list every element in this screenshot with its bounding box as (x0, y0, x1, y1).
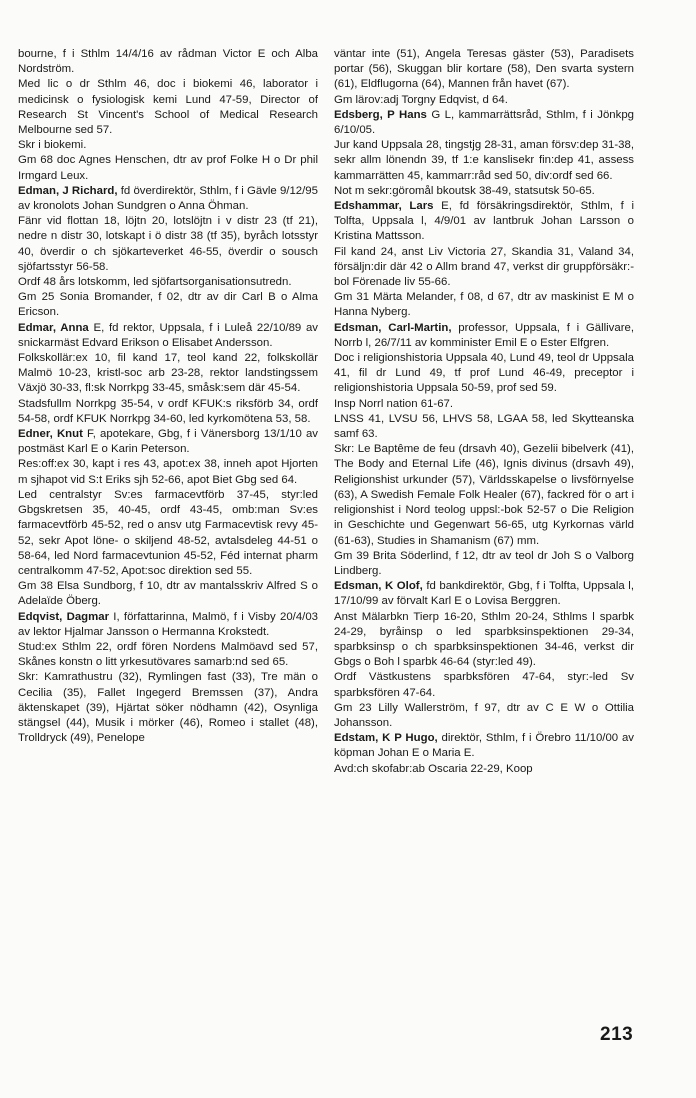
text-paragraph (334, 701, 634, 731)
entry-text: LNSS 41, LVSU 56, LHVS 58, LGAA 58, led Skytteanska samf 63. (334, 412, 634, 441)
entry-text: Gm 31 Märta Melander, f 08, d 67, dtr av maskinist E M o Hanna Nyberg. (334, 291, 634, 319)
entry-paragraph (334, 321, 634, 351)
entry-paragraph (334, 108, 634, 138)
text-paragraph (334, 610, 634, 671)
text-paragraph (18, 290, 318, 320)
entry-headword: Edsberg, P Hans (334, 108, 427, 121)
entry-text: I, författarinna, Malmö, f i Visby 20/4/03 av lektor Hjalmar Jansson o Hermanna Krokstedt. (18, 610, 318, 638)
entry-text: Gm 23 Lilly Wallerström, f 97, dtr av C E W o Ottilia Johansson. (334, 701, 634, 729)
text-paragraph (334, 93, 634, 108)
entry-text: Ordf Västkustens sparbksfören 47-64, styr:-led Sv sparbksfören 47-64. (334, 671, 634, 699)
text-paragraph (18, 457, 318, 487)
entry-text: Anst Mälarbkn Tierp 16-20, Sthlm 20-24, Sthlms l sparbk 24-29, byråinsp o led sparbksinspektionen 29-34, sparbksinsp o ch sparbksinspektionen 34-46, verkst dir Gbgs o Boh l sparbk 46-64 (styr:led 49). (334, 610, 634, 669)
text-paragraph (334, 290, 634, 320)
text-paragraph (334, 397, 634, 412)
text-paragraph (18, 214, 318, 275)
text-paragraph (334, 351, 634, 397)
text-paragraph (18, 275, 318, 290)
entry-text: Skr i biokemi. (18, 139, 87, 152)
entry-paragraph (334, 199, 634, 245)
entry-text: Gm 68 doc Agnes Henschen, dtr av prof Folke H o Dr phil Irmgard Leux. (18, 154, 318, 182)
entry-text: Res:off:ex 30, kapt i res 43, apot:ex 38, inneh apot Hjorten m sjhapot vid S:t Eriks sjh 52-66, apot Biet Gbg sed 64. (18, 458, 318, 486)
entry-headword: Edqvist, Dagmar (18, 610, 110, 623)
text-paragraph (18, 138, 318, 153)
entry-headword: Edner, Knut (18, 428, 83, 441)
entry-text: Ordf 48 års lotskomm, led sjöfartsorganisationsutredn. (18, 276, 292, 289)
text-paragraph (18, 640, 318, 670)
text-paragraph (18, 77, 318, 138)
entry-text: Gm lärov:adj Torgny Edqvist, d 64. (334, 93, 508, 106)
entry-paragraph (334, 579, 634, 609)
entry-text: G L, kammarrättsråd, Sthlm, f i Jönkpg 6/10/05. (334, 108, 634, 137)
entry-paragraph (334, 731, 634, 761)
entry-text: Fänr vid flottan 18, löjtn 20, lotslöjtn i v distr 23 (tf 21), nedre n distr 30, lotskapt i ö distr 38 (tf 35), byråch lotsstyr 40, överdir o ch sjökarteverket 46-55, överdir o sousch sjöfartsstyr 56-58. (18, 215, 318, 273)
text-paragraph (18, 47, 318, 77)
entry-text: professor, Uppsala, f i Gällivare, Norrb l, 26/7/11 av komminister Emil E o Ester Elfgren. (334, 321, 634, 349)
entry-text: Skr: Kamrathustru (32), Rymlingen fast (33), Tre män o Cecilia (35), Fallet Ingegerd Bremssen (37), Andra äktenskapet (39), Hjärtat söker nödhamn (42), Osynliga stängsel (44), Musik i mörker (46), Romeo i stallet (48), Trolldryck (49), Penelope (18, 671, 318, 745)
entry-text: Gm 38 Elsa Sundborg, f 10, dtr av mantalsskriv Alfred S o Adelaïde Öberg. (18, 580, 318, 608)
entry-headword: Edsman, K Olof, (334, 580, 423, 593)
entry-text: fd överdirektör, Sthlm, f i Gävle 9/12/95 av kronolots Johan Sundgren o Anna Öhman. (18, 184, 318, 213)
entry-text: Avd:ch skofabr:ab Oscaria 22-29, Koop (334, 762, 533, 775)
text-paragraph (334, 412, 634, 442)
text-paragraph (18, 488, 318, 579)
entry-text: direktör, Sthlm, f i Örebro 11/10/00 av köpman Johan E o Maria E. (334, 732, 634, 760)
entry-text: Led centralstyr Sv:es farmacevtförb 37-45, styr:led Gbgskretsen 35, 40-45, ordf 43-45, omb:man Sv:es farmacevtförb 45-52, red o ansv utg Farmacevtisk revy 45-52, sekr Apot löne- o skiljend 48-52, avtalsdeleg 44-51 o 58-64, led Nord farmacevtunion 45-52, Féd internat pharm centralkomm 47-52, Apot:soc direktion sed 55. (18, 488, 318, 577)
text-paragraph (334, 184, 634, 199)
entry-headword: Edshammar, Lars (334, 200, 434, 213)
left-column (18, 47, 318, 746)
entry-paragraph (18, 184, 318, 214)
entry-text: fd bankdirektör, Gbg, f i Tolfta, Uppsala l, 17/10/99 av förvalt Karl E o Lovisa Berggren. (334, 580, 634, 608)
entry-text: F, apotekare, Gbg, f i Vänersborg 13/1/10 av postmäst Karl E o Karin Peterson. (18, 428, 318, 456)
text-paragraph (334, 47, 634, 93)
entry-text: Gm 39 Brita Söderlind, f 12, dtr av teol dr Joh S o Valborg Lindberg. (334, 549, 634, 577)
entry-text: Folkskollär:ex 10, fil kand 17, teol kand 22, folkskollär Malmö 10-23, kristl-soc arb 23-28, rektor landstingssem Växjö 30-33, fl:sk Norrkpg 33-45, småsk:sem där 45-54. (18, 352, 318, 395)
right-column (334, 47, 634, 1012)
entry-text: Med lic o dr Sthlm 46, doc i biokemi 46, laborator i medicinsk o fysiologisk kemi Lund 47-59, Director of Research St Vincent's School of Medical Research Melbourne sed 57. (18, 78, 318, 137)
entry-text: Fil kand 24, anst Liv Victoria 27, Skandia 31, Valand 34, försäljn:dir där 42 o Allm brand 47, verkst dir gruppförsäkr:-bol Förenade liv 55-66. (334, 245, 634, 289)
entry-text: Gm 25 Sonia Bromander, f 02, dtr av dir Carl B o Alma Ericson. (18, 291, 318, 319)
text-paragraph (334, 549, 634, 579)
text-paragraph (334, 245, 634, 291)
entry-headword: Edsman, Carl-Martin, (334, 321, 452, 334)
text-paragraph (18, 670, 318, 746)
page-number: 213 (600, 1024, 634, 1045)
text-paragraph (18, 153, 318, 183)
entry-text: Insp Norrl nation 61-67. (334, 397, 454, 410)
entry-text: Skr: Le Baptême de feu (drsavh 40), Gezelii bibelverk (41), The Body and Eternal Life (46), Ignis divinus (drsavh 49), Religionshist urkunder (57), Världsskapelse o livsförnyelse (63), A Swedish Female Folk Healer (67), fackred för o art i religionshist i Nord teolog uppsl:-bok 52-57 o Die Religion in Geschichte und Gegenwart 56-65, utg Kyrkornas värld (61-63), Studies in Shamanism (67) mm. (334, 443, 634, 547)
entry-text: E, fd försäkringsdirektör, Sthlm, f i Tolfta, Uppsala l, 4/9/01 av lantbruk Johan Larsson o Kristina Mattsson. (334, 200, 634, 243)
entry-paragraph (18, 610, 318, 640)
entry-headword: Edstam, K P Hugo, (334, 732, 438, 745)
entry-headword: Edmar, Anna (18, 321, 89, 334)
entry-text: Jur kand Uppsala 28, tingstjg 28-31, aman försv:dep 31-38, sekr allm lönendn 39, tf 1:e kanslisekr fin:dep 41, assess kammarrätten 45, kammarr:råd sed 50, div:ordf sed 66. (334, 139, 634, 182)
entry-paragraph (18, 321, 318, 351)
entry-paragraph (18, 427, 318, 457)
entry-text: Stadsfullm Norrkpg 35-54, v ordf KFUK:s riksförb 34, ordf 54-58, ordf KFUK Norrkpg 34-60, led kyrkomötena 53, 58. (18, 397, 318, 425)
text-paragraph (334, 762, 634, 777)
text-paragraph (18, 397, 318, 427)
entry-text: Doc i religionshistoria Uppsala 40, Lund 49, teol dr Uppsala 41, fil dr Lund 49, tf prof Lund 46-49, preceptor i religionshistoria Uppsala 50-59, prof sed 59. (334, 352, 634, 395)
entry-text: E, fd rektor, Uppsala, f i Luleå 22/10/89 av snickarmäst Edvard Erikson o Elisabet Andersson. (18, 321, 318, 349)
text-paragraph (334, 138, 634, 184)
entry-headword: Edman, J Richard, (18, 184, 118, 197)
text-paragraph (334, 442, 634, 548)
text-paragraph (334, 670, 634, 700)
entry-text: Stud:ex Sthlm 22, ordf fören Nordens Malmöavd sed 57, Skånes konstn o litt yrkesutövares samarb:nd sed 65. (18, 640, 318, 669)
entry-text: Not m sekr:göromål bkoutsk 38-49, statsutsk 50-65. (334, 184, 595, 197)
entry-text: väntar inte (51), Angela Teresas gäster (53), Paradisets portar (56), Skuggan blir kortare (58), Den svarta systern (61), Eldflugorna (64), Mannen från havet (67). (334, 48, 634, 91)
text-paragraph (18, 579, 318, 609)
text-paragraph (18, 351, 318, 397)
entry-text: bourne, f i Sthlm 14/4/16 av rådman Victor E och Alba Nordström. (18, 48, 318, 76)
